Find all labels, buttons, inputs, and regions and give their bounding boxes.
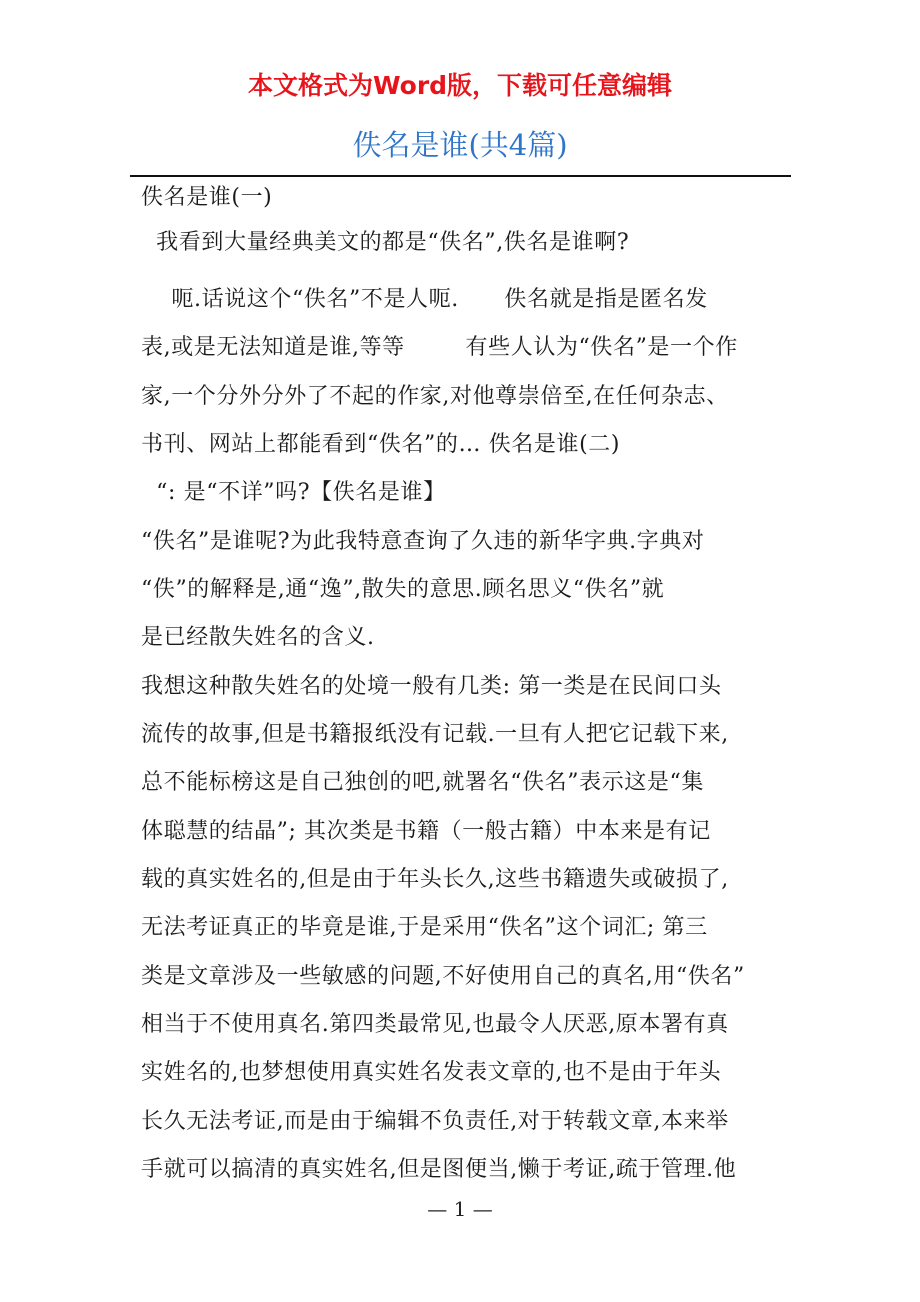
document-title: 佚名是谁(共4篇) <box>352 128 568 162</box>
text-line: 书刊、网站上都能看到“佚名”的… 佚名是谁(二) <box>141 432 621 457</box>
text-line: 流传的故事,但是书籍报纸没有记载.一旦有人把它记载下来, <box>141 722 729 747</box>
text-line: 相当于不使用真名.第四类最常见,也最令人厌恶,原本署有真 <box>141 1012 729 1037</box>
text-line: 手就可以搞清的真实姓名,但是图便当,懒于考证,疏于管理.他 <box>141 1157 737 1182</box>
text-line: “佚名”是谁呢?为此我特意查询了久违的新华字典.字典对 <box>141 529 705 554</box>
text-line: 我看到大量经典美文的都是“佚名”,佚名是谁啊? <box>141 230 630 255</box>
text-line: 体聪慧的结晶”; 其次类是书籍（一般古籍）中本来是有记 <box>141 819 711 844</box>
text-line: 类是文章涉及一些敏感的问题,不好使用自己的真名,用“佚名” <box>141 964 745 989</box>
text-line: 表,或是无法知道是谁,等等 有些人认为“佚名”是一个作 <box>141 335 738 360</box>
page-number: — 1 — <box>427 1197 493 1221</box>
format-notice-banner: 本文格式为Word版，下载可任意编辑 <box>247 71 673 100</box>
text-line: 家,一个分外分外了不起的作家,对他尊崇倍至,在任何杂志、 <box>141 384 729 409</box>
text-line: “: 是“不详”吗?【佚名是谁】 <box>141 480 446 505</box>
title-divider <box>130 175 791 177</box>
text-line: 实姓名的,也梦想使用真实姓名发表文章的,也不是由于年头 <box>141 1060 722 1085</box>
text-line: “佚”的解释是,通“逸”,散失的意思.顾名思义“佚名”就 <box>141 577 665 602</box>
text-line: 是已经散失姓名的含义. <box>141 625 375 650</box>
text-line: 总不能标榜这是自己独创的吧,就署名“佚名”表示这是“集 <box>141 770 704 795</box>
text-line: 我想这种散失姓名的处境一般有几类: 第一类是在民间口头 <box>141 674 722 699</box>
text-line: 无法考证真正的毕竟是谁,于是采用“佚名”这个词汇; 第三 <box>141 915 708 940</box>
text-line: 呃.话说这个“佚名”不是人呃. 佚名就是指是匿名发 <box>141 287 708 312</box>
text-line: 佚名是谁(一) <box>141 185 273 210</box>
text-line: 长久无法考证,而是由于编辑不负责任,对于转载文章,本来举 <box>141 1109 729 1134</box>
text-line: 载的真实姓名的,但是由于年头长久,这些书籍遗失或破损了, <box>141 867 729 892</box>
